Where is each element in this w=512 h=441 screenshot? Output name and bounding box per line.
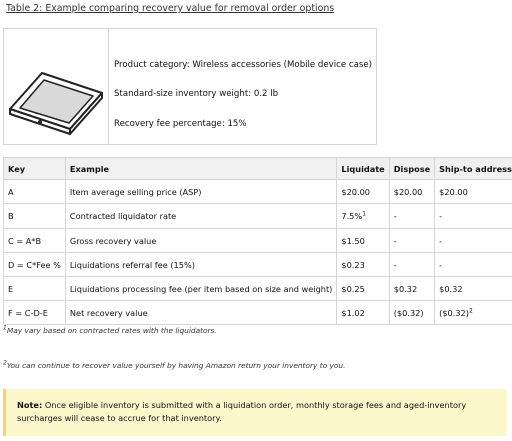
note-callout [3,389,507,436]
tablet-device-icon [4,29,108,144]
cell-ship: - [435,253,512,277]
footnote-mark: 2 [3,359,7,367]
cell-liquidate: $1.50 [337,229,389,253]
cell-ship [435,301,512,325]
header-ship-to-address: Ship-to address [435,158,512,180]
cell-liquidate: $0.25 [337,277,389,301]
cell-key: D = C*Fee % [4,253,66,277]
header-key: Key [4,158,66,180]
cell-key: C = A*B [4,229,66,253]
recovery-fee: Recovery fee percentage: 15% [114,119,247,129]
cell-example: Contracted liquidator rate [65,204,336,229]
note-text: Once eligible inventory is submitted with a liquidation order, monthly storage fees and aged-inventory surcharges will cease to accrue for that inventory. [17,400,467,423]
table-row [4,277,512,301]
product-image [4,29,109,144]
cell-ship: $0.32 [435,277,512,301]
cell-dispose: - [389,229,434,253]
cell-dispose: $0.32 [389,277,434,301]
product-info-box [3,28,377,145]
table-row [4,204,512,229]
cell-liquidate: $1.02 [337,301,389,325]
table-row [4,180,512,204]
footnote-2 [3,361,345,370]
cell-liquidate [337,204,389,229]
table-row [4,253,512,277]
cell-liquidate: $20.00 [337,180,389,204]
cell-key: F = C-D-E [4,301,66,325]
header-dispose: Dispose [389,158,434,180]
table-row [4,301,512,325]
table-row [4,229,512,253]
liquidate-value: 7.5% [341,211,363,221]
cell-dispose: $20.00 [389,180,434,204]
cell-key: E [4,277,66,301]
footnote-ref: 2 [468,306,473,314]
header-liquidate: Liquidate [337,158,389,180]
footnote-text: You can continue to recover value yourself by having Amazon return your inventory to you. [6,361,346,370]
note-label: Note: [17,400,43,410]
cell-ship: - [435,204,512,229]
cell-key: A [4,180,66,204]
inventory-weight: Standard-size inventory weight: 0.2 lb [114,89,279,99]
cell-dispose: - [389,253,434,277]
cell-ship: - [435,229,512,253]
cell-dispose: ($0.32) [389,301,434,325]
cell-example: Item average selling price (ASP) [65,180,336,204]
cell-ship: $20.00 [435,180,512,204]
ship-value: ($0.32) [439,307,469,318]
recovery-table [3,157,512,325]
footnote-text: May vary based on contracted rates with the liquidators. [6,326,217,335]
cell-key: B [4,204,66,229]
table-caption[interactable]: Table 2: Example comparing recovery value for removal order options [6,3,335,14]
table-header-row [4,158,512,180]
cell-example: Liquidations referral fee (15%) [65,253,336,277]
footnote-mark: 1 [3,324,7,332]
cell-liquidate: $0.23 [337,253,389,277]
cell-example: Net recovery value [65,301,336,325]
footnote-ref: 1 [362,210,366,218]
cell-dispose: - [389,204,434,229]
product-category: Product category: Wireless accessories (Mobile device case) [114,60,373,70]
header-example: Example [65,158,336,180]
footnote-1 [3,326,217,335]
cell-example: Liquidations processing fee (per item based on size and weight) [65,277,336,301]
cell-example: Gross recovery value [65,229,336,253]
